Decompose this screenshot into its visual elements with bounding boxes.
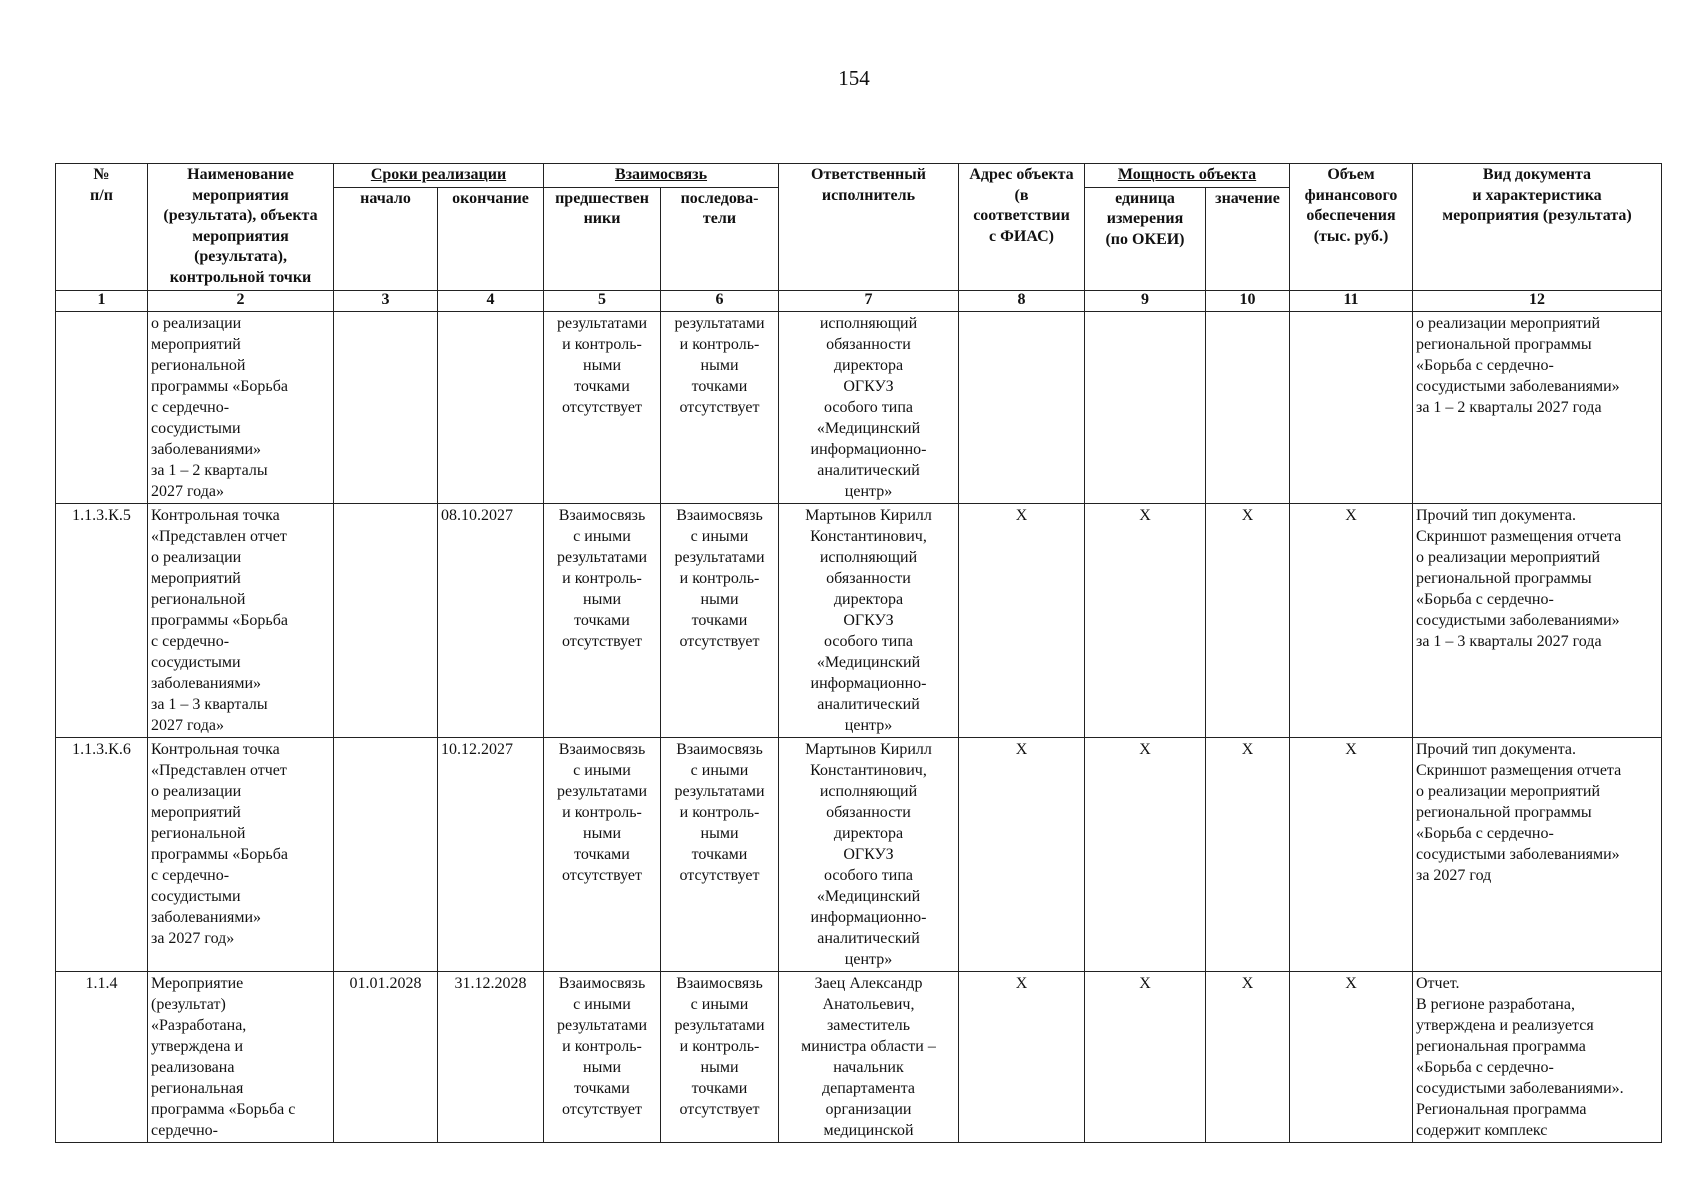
header-predecessors: предшествен ники (544, 187, 661, 290)
row-unit: X (1085, 971, 1206, 1142)
col-number: 3 (334, 290, 438, 311)
col-number: 2 (148, 290, 334, 311)
table-row (56, 311, 1662, 503)
col-number: 5 (544, 290, 661, 311)
plan-table (55, 163, 1662, 1143)
header-num: № п/п (56, 164, 148, 291)
header-address: Адрес объекта (в соответствии с ФИАС) (959, 164, 1085, 291)
col-number: 1 (56, 290, 148, 311)
row-unit: X (1085, 503, 1206, 737)
row-start (334, 737, 438, 971)
row-value: X (1206, 503, 1290, 737)
row-finance: X (1290, 503, 1413, 737)
row-responsible: исполняющий обязанности директора ОГКУЗ особого типа «Медицинский информационно- аналитический центр» (779, 311, 959, 503)
col-number: 11 (1290, 290, 1413, 311)
row-finance: X (1290, 737, 1413, 971)
row-end: 10.12.2027 (438, 737, 544, 971)
row-responsible: Заец Александр Анатольевич, заместитель министра области – начальник департамента организации медицинской (779, 971, 959, 1142)
header-end: окончание (438, 187, 544, 290)
row-unit: X (1085, 737, 1206, 971)
row-doc: Прочий тип документа. Скриншот размещения отчета о реализации мероприятий региональной программы «Борьба с сердечно- сосудистыми заболеваниями» за 2027 год (1413, 737, 1662, 971)
row-name: Контрольная точка «Представлен отчет о реализации мероприятий региональной программы «Борьба с сердечно- сосудистыми заболеваниями» за 1 – 3 кварталы 2027 года» (148, 503, 334, 737)
col-number: 10 (1206, 290, 1290, 311)
header-successors: последова- тели (661, 187, 779, 290)
col-number: 7 (779, 290, 959, 311)
row-responsible: Мартынов Кирилл Константинович, исполняющий обязанности директора ОГКУЗ особого типа «Медицинский информационно- аналитический центр» (779, 503, 959, 737)
row-start (334, 311, 438, 503)
col-number: 12 (1413, 290, 1662, 311)
header-terms: Сроки реализации (334, 164, 544, 188)
header-relation: Взаимосвязь (544, 164, 779, 188)
row-end: 31.12.2028 (438, 971, 544, 1142)
row-successors: Взаимосвязь с иными результатами и контроль- ными точками отсутствует (661, 971, 779, 1142)
row-address: X (959, 971, 1085, 1142)
row-responsible: Мартынов Кирилл Константинович, исполняющий обязанности директора ОГКУЗ особого типа «Медицинский информационно- аналитический центр» (779, 737, 959, 971)
row-value: X (1206, 737, 1290, 971)
table-row (56, 503, 1662, 737)
page-number: 154 (838, 66, 870, 90)
row-address: X (959, 737, 1085, 971)
row-doc: Отчет. В регионе разработана, утверждена и реализуется региональная программа «Борьба с сердечно- сосудистыми заболеваниями». Региональная программа содержит комплекс (1413, 971, 1662, 1142)
header-doctype: Вид документа и характеристика мероприятия (результата) (1413, 164, 1662, 291)
row-name: о реализации мероприятий региональной программы «Борьба с сердечно- сосудистыми заболеваниями» за 1 – 2 кварталы 2027 года» (148, 311, 334, 503)
row-address: X (959, 503, 1085, 737)
header-start: начало (334, 187, 438, 290)
col-number: 6 (661, 290, 779, 311)
row-predecessors: Взаимосвязь с иными результатами и контроль- ными точками отсутствует (544, 971, 661, 1142)
header-row-1 (56, 164, 1662, 188)
row-doc: Прочий тип документа. Скриншот размещения отчета о реализации мероприятий региональной программы «Борьба с сердечно- сосудистыми заболеваниями» за 1 – 3 кварталы 2027 года (1413, 503, 1662, 737)
table-row (56, 737, 1662, 971)
header-capacity: Мощность объекта (1085, 164, 1290, 188)
header-finance: Объем финансового обеспечения (тыс. руб.) (1290, 164, 1413, 291)
row-successors: Взаимосвязь с иными результатами и контроль- ными точками отсутствует (661, 737, 779, 971)
row-end (438, 311, 544, 503)
row-doc: о реализации мероприятий региональной программы «Борьба с сердечно- сосудистыми заболеваниями» за 1 – 2 кварталы 2027 года (1413, 311, 1662, 503)
row-successors: Взаимосвязь с иными результатами и контроль- ными точками отсутствует (661, 503, 779, 737)
row-num: 1.1.3.К.6 (56, 737, 148, 971)
table-row (56, 971, 1662, 1142)
row-start (334, 503, 438, 737)
row-name: Мероприятие (результат) «Разработана, утверждена и реализована региональная программа «Борьба с сердечно- (148, 971, 334, 1142)
row-finance: X (1290, 971, 1413, 1142)
header-value: значение (1206, 187, 1290, 290)
header-responsible: Ответственный исполнитель (779, 164, 959, 291)
row-predecessors: Взаимосвязь с иными результатами и контроль- ными точками отсутствует (544, 503, 661, 737)
row-unit (1085, 311, 1206, 503)
row-predecessors: результатами и контроль- ными точками отсутствует (544, 311, 661, 503)
col-number: 4 (438, 290, 544, 311)
row-end: 08.10.2027 (438, 503, 544, 737)
row-num: 1.1.3.К.5 (56, 503, 148, 737)
col-number: 8 (959, 290, 1085, 311)
column-number-row (56, 290, 1662, 311)
row-predecessors: Взаимосвязь с иными результатами и контроль- ными точками отсутствует (544, 737, 661, 971)
row-address (959, 311, 1085, 503)
header-name: Наименование мероприятия (результата), объекта мероприятия (результата), контрольной точки (148, 164, 334, 291)
row-name: Контрольная точка «Представлен отчет о реализации мероприятий региональной программы «Борьба с сердечно- сосудистыми заболеваниями» за 2027 год» (148, 737, 334, 971)
row-value: X (1206, 971, 1290, 1142)
row-successors: результатами и контроль- ными точками отсутствует (661, 311, 779, 503)
row-num: 1.1.4 (56, 971, 148, 1142)
row-value (1206, 311, 1290, 503)
col-number: 9 (1085, 290, 1206, 311)
row-finance (1290, 311, 1413, 503)
header-unit: единица измерения (по ОКЕИ) (1085, 187, 1206, 290)
row-num (56, 311, 148, 503)
row-start: 01.01.2028 (334, 971, 438, 1142)
